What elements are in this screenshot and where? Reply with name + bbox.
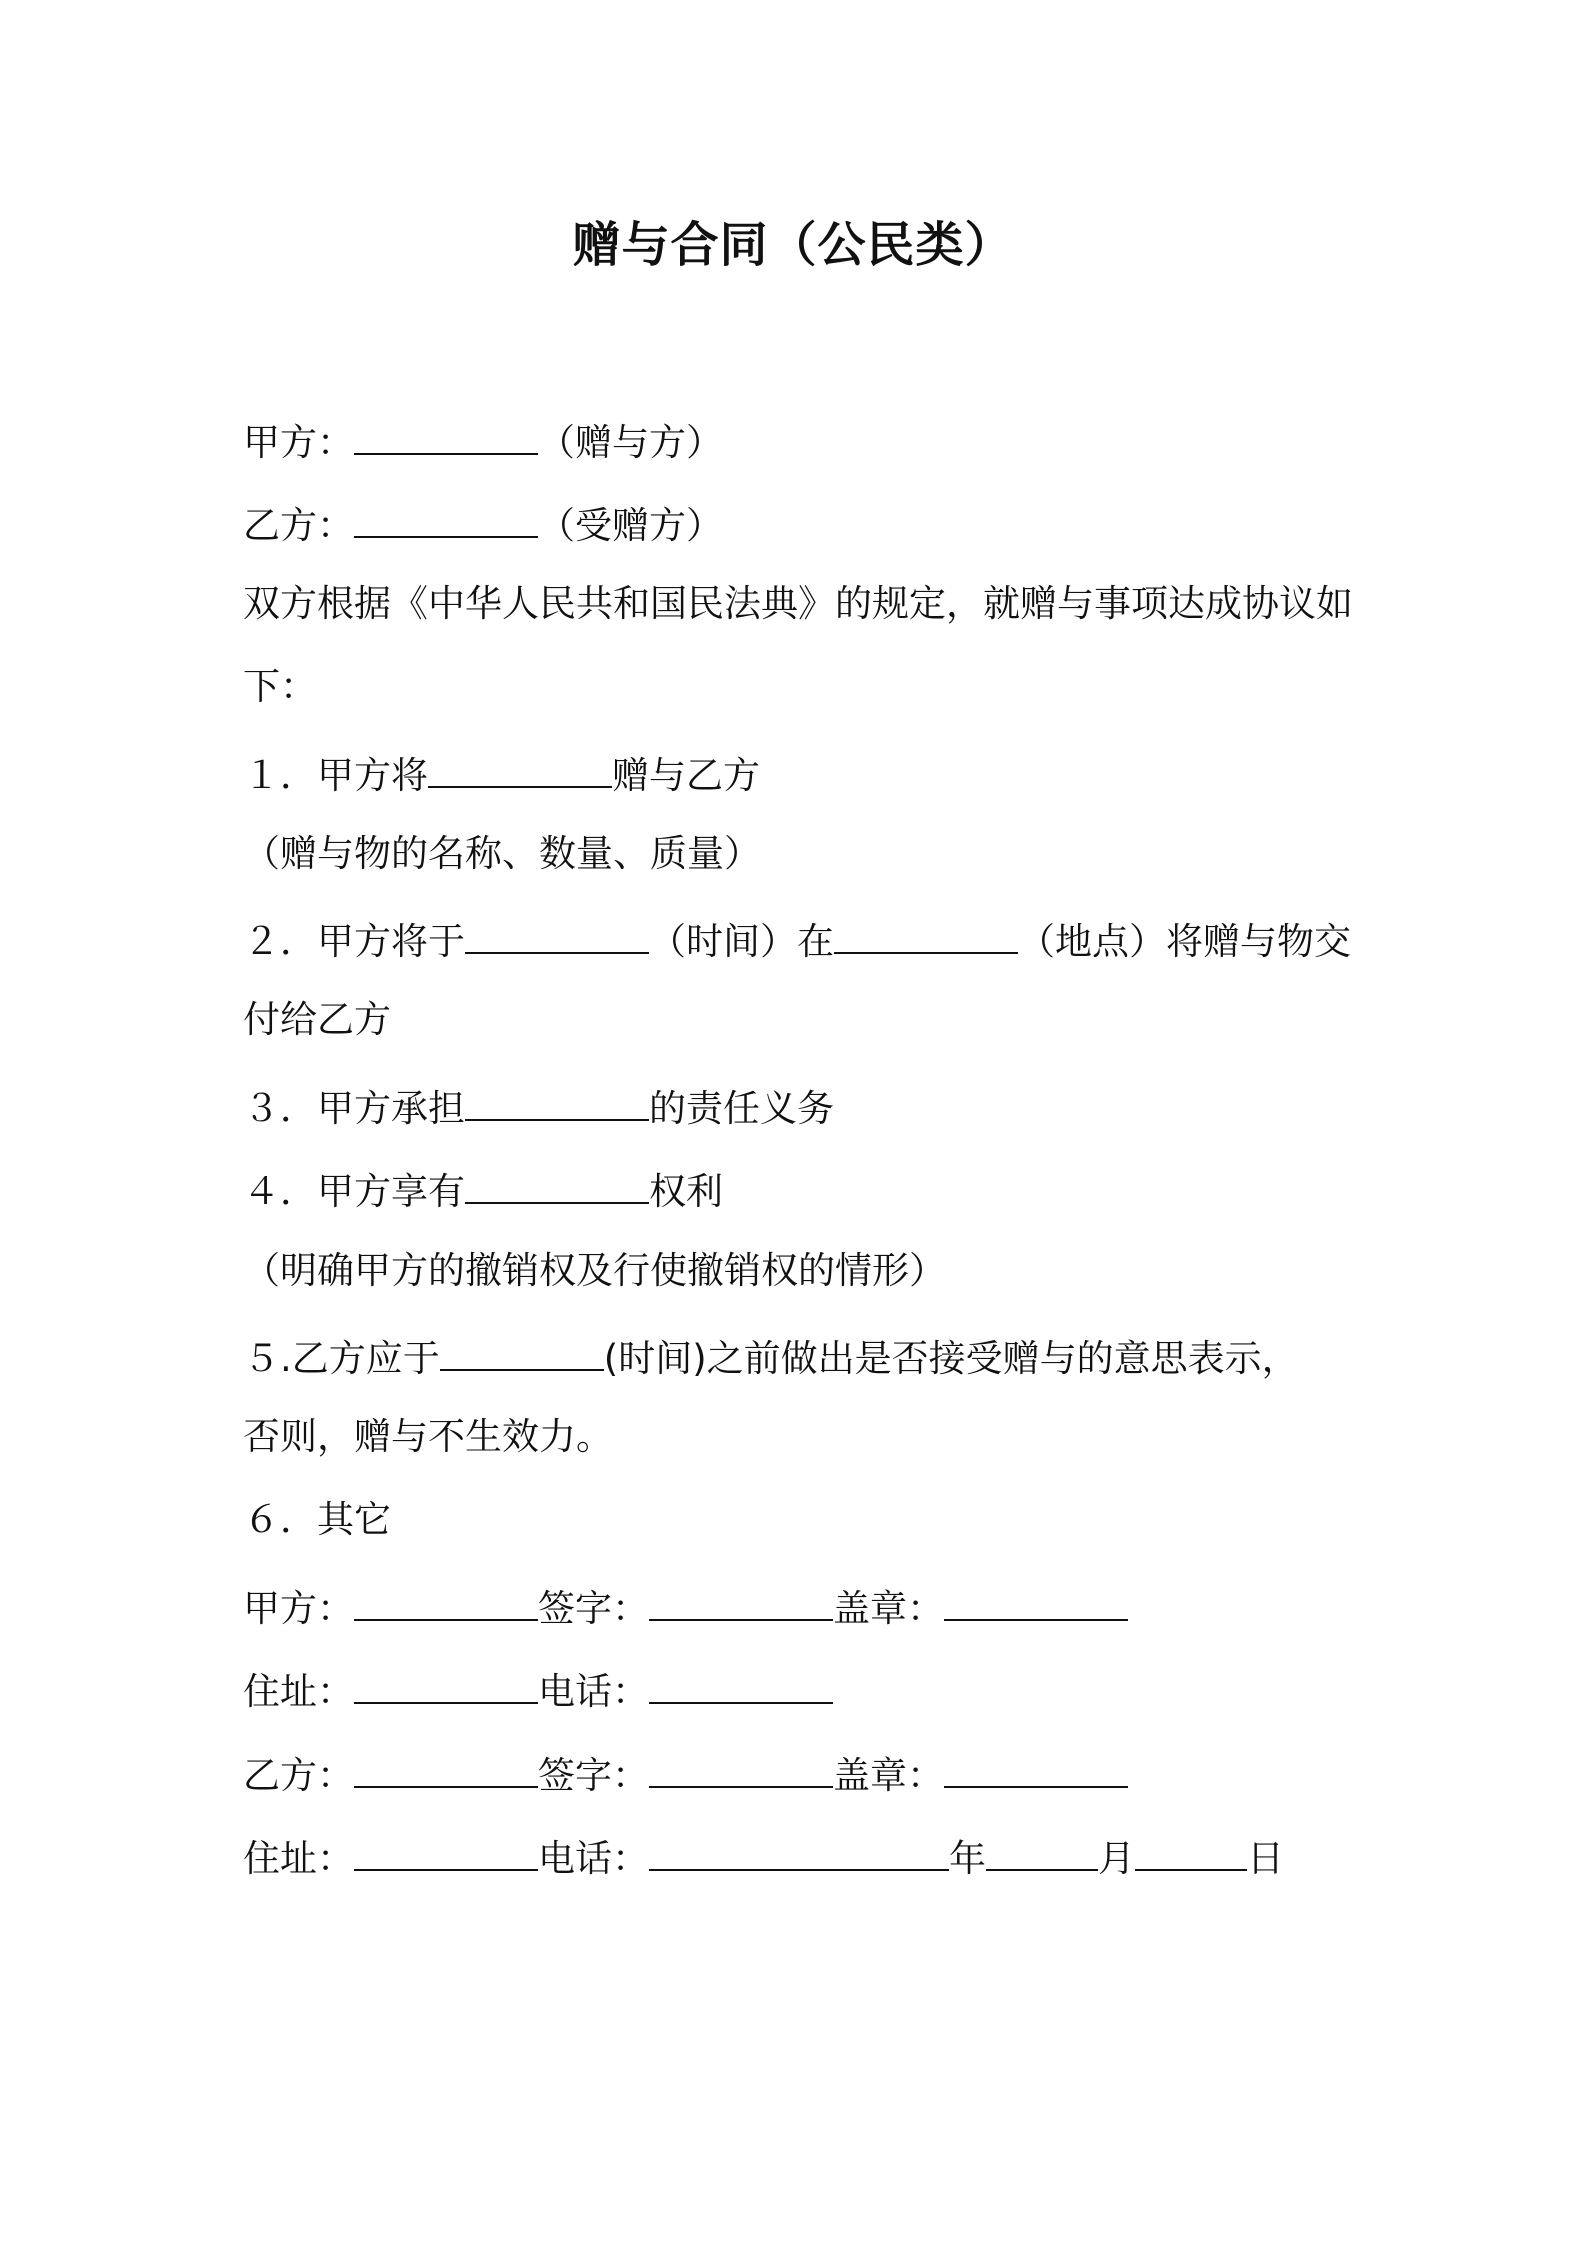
clause-4-blank[interactable]	[465, 1162, 649, 1204]
date-day-blank[interactable]	[1135, 1829, 1247, 1871]
clause-3	[243, 1079, 834, 1134]
contact-a-line	[243, 1662, 833, 1717]
sign-a-signature-blank[interactable]	[649, 1579, 833, 1621]
sign-a-party-blank[interactable]	[354, 1579, 538, 1621]
sign-a-party-label: 甲方：	[243, 1587, 354, 1630]
clause-1	[243, 746, 760, 801]
contact-a-phone-label: 电话：	[538, 1670, 649, 1713]
clause-1-prefix: １．甲方将	[243, 754, 428, 797]
sign-b-line	[243, 1746, 1128, 1801]
party-a-line	[243, 413, 723, 468]
clause-4-suffix: 权利	[649, 1170, 723, 1213]
sign-b-seal-label: 盖章：	[833, 1754, 944, 1797]
clause-1-suffix: 赠与乙方	[612, 754, 760, 797]
clause-5	[243, 1329, 1299, 1384]
sign-b-seal-blank[interactable]	[944, 1746, 1128, 1788]
clause-2-mid1: （时间）在	[649, 920, 834, 963]
clause-5-prefix: ５.乙方应于	[243, 1337, 440, 1380]
clause-4	[243, 1162, 723, 1217]
clause-3-prefix: ３．甲方承担	[243, 1087, 465, 1130]
clause-5-suffix: (时间)之前做出是否接受赠与的意思表示，	[603, 1337, 1299, 1380]
contact-a-address-label: 住址：	[243, 1670, 354, 1713]
sign-a-seal-label: 盖章：	[833, 1587, 944, 1630]
party-b-label: 乙方：	[243, 504, 354, 547]
preamble-line-1: 双方根据《中华人民共和国民法典》的规定，就赠与事项达成协议如	[243, 582, 1353, 625]
sign-a-seal-blank[interactable]	[944, 1579, 1128, 1621]
clause-3-suffix: 的责任义务	[649, 1087, 834, 1130]
preamble-line-2: 下：	[243, 665, 317, 708]
party-a-blank[interactable]	[354, 413, 538, 455]
date-year-label: 年	[949, 1837, 986, 1880]
sign-a-signature-label: 签字：	[538, 1587, 649, 1630]
date-month-label: 月	[1098, 1837, 1135, 1880]
clause-5-line-2: 否则，赠与不生效力。	[243, 1415, 613, 1458]
party-b-line	[243, 496, 723, 551]
clause-4-note: （明确甲方的撤销权及行使撤销权的情形）	[243, 1249, 946, 1292]
clause-1-note: （赠与物的名称、数量、质量）	[243, 832, 761, 875]
party-b-suffix: （受赠方）	[538, 504, 723, 547]
clause-2	[243, 912, 1351, 967]
party-b-blank[interactable]	[354, 496, 538, 538]
sign-b-signature-blank[interactable]	[649, 1746, 833, 1788]
party-a-label: 甲方：	[243, 421, 354, 464]
clause-5-blank[interactable]	[440, 1329, 604, 1371]
contact-b-line	[243, 1829, 1284, 1884]
clause-2-prefix: ２．甲方将于	[243, 920, 465, 963]
clause-2-line-2: 付给乙方	[243, 998, 391, 1041]
date-day-label: 日	[1247, 1837, 1284, 1880]
contact-a-address-blank[interactable]	[354, 1662, 538, 1704]
contact-a-phone-blank[interactable]	[649, 1662, 833, 1704]
clause-2-time-blank[interactable]	[465, 912, 649, 954]
contact-b-phone-label: 电话：	[538, 1837, 649, 1880]
party-a-suffix: （赠与方）	[538, 421, 723, 464]
contact-b-address-blank[interactable]	[354, 1829, 538, 1871]
clause-1-blank[interactable]	[428, 746, 612, 788]
contact-b-address-label: 住址：	[243, 1837, 354, 1880]
sign-b-party-label: 乙方：	[243, 1754, 354, 1797]
clause-2-place-blank[interactable]	[834, 912, 1018, 954]
clause-4-prefix: ４．甲方享有	[243, 1170, 465, 1213]
sign-b-party-blank[interactable]	[354, 1746, 538, 1788]
sign-a-line	[243, 1579, 1128, 1634]
date-month-blank[interactable]	[986, 1829, 1098, 1871]
document-title: 赠与合同（公民类）	[572, 217, 1014, 273]
clause-2-mid2: （地点）将赠与物交	[1018, 920, 1351, 963]
clause-6: ６．其它	[243, 1498, 391, 1541]
contact-b-phone-blank[interactable]	[649, 1829, 949, 1871]
clause-3-blank[interactable]	[465, 1079, 649, 1121]
sign-b-signature-label: 签字：	[538, 1754, 649, 1797]
